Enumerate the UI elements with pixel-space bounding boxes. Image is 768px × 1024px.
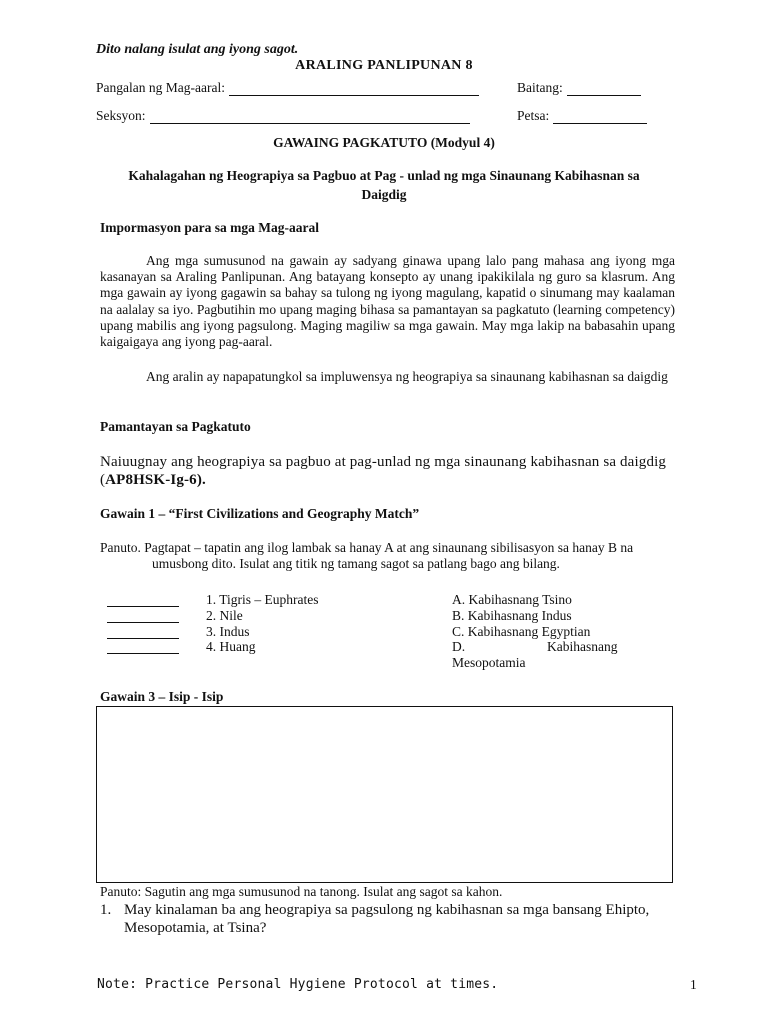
name-label: Pangalan ng Mag-aaral:	[96, 80, 225, 95]
date-field-row	[517, 108, 647, 124]
page-number: 1	[690, 977, 697, 992]
question-number: 1.	[100, 902, 112, 918]
activity1-instruction-line1: Panuto. Pagtapat – tapatin ang ilog lambak sa hanay A at ang sinaunang sibilisasyon sa hanay B na	[100, 540, 634, 555]
answer-blank-1[interactable]	[107, 595, 179, 607]
grade-field-row	[517, 80, 641, 96]
column-b-item-d-word: Kabihasnang	[547, 639, 618, 654]
info-paragraph-1	[100, 253, 675, 350]
activity-sheet-title: GAWAING PAGKATUTO (Modyul 4)	[273, 135, 495, 150]
column-b-item: B. Kabihasnang Indus	[452, 608, 572, 623]
info-paragraph-1-text: Ang mga sumusunod na gawain ay sadyang ginawa upang lalo pang mahasa ang iyong mga kasanayan sa Araling Panlipunan. Ang batayang konsepto ay unang ipakikilala ng guro sa klasrum. Ang mga gawain ay iyong gagawin sa bahay sa tulong ng iyong magulang, kapatid o sinumang may kaalaman na aalalay sa iyo. Pagbutihin mo upang maging bihasa sa pamantayan sa pagkatuto (learning competency) upang mabilis ang iyong pagsulong. Maging magiliw sa mga gawain. May mga lakip na babasahin upang kaigaigaya ang iyong pag-aaral.	[100, 253, 675, 350]
standard-close: ).	[196, 472, 206, 488]
info-heading: Impormasyon para sa mga Mag-aaral	[100, 220, 319, 235]
column-b-item: A. Kabihasnang Tsino	[452, 592, 572, 607]
answer-here-note: Dito nalang isulat ang iyong sagot.	[96, 42, 299, 57]
column-b-item-d-continued: Mesopotamia	[452, 655, 526, 670]
grade-blank[interactable]	[567, 83, 641, 96]
activity1-heading: Gawain 1 – “First Civilizations and Geography Match”	[100, 506, 420, 521]
date-label: Petsa:	[517, 108, 550, 123]
subject-title: ARALING PANLIPUNAN 8	[295, 58, 473, 73]
column-a-item: 3. Indus	[206, 624, 250, 639]
name-field-row	[96, 80, 479, 96]
standard-heading: Pamantayan sa Pagkatuto	[100, 419, 251, 434]
column-b-item-d-letter: D.	[452, 639, 466, 654]
section-field-row	[96, 108, 470, 124]
section-label: Seksyon:	[96, 108, 146, 123]
answer-blank-3[interactable]	[107, 627, 179, 639]
activity3-heading: Gawain 3 – Isip - Isip	[100, 689, 224, 704]
standard-text: Naiuugnay ang heograpiya sa pagbuo at pag-unlad ng mga sinaunang kabihasnan sa daigdig (	[100, 454, 667, 488]
learning-standard	[100, 453, 680, 489]
activity1-instruction	[100, 540, 678, 572]
activity3-instruction: Panuto: Sagutin ang mga sumusunod na tanong. Isulat ang sagot sa kahon.	[100, 884, 503, 899]
lesson-title: Kahalagahan ng Heograpiya sa Pagbuo at Pag - unlad ng mga Sinaunang Kabihasnan sa Daigdig	[128, 168, 640, 202]
info-paragraph-2	[100, 369, 675, 385]
activity1-instruction-line2: umusbong dito. Isulat ang titik ng tamang sagot sa patlang bago ang bilang.	[152, 556, 560, 571]
column-a-item: 1. Tigris – Euphrates	[206, 592, 319, 607]
question-text: May kinalaman ba ang heograpiya sa pagsulong ng kabihasnan sa mga bansang Ehipto, Mesopotamia, at Tsina?	[124, 902, 650, 936]
competency-code: AP8HSK-Ig-6	[105, 472, 197, 488]
column-a-item: 2. Nile	[206, 608, 243, 623]
answer-box[interactable]	[96, 706, 673, 883]
column-b-item: C. Kabihasnang Egyptian	[452, 624, 591, 639]
answer-blank-2[interactable]	[107, 611, 179, 623]
grade-label: Baitang:	[517, 80, 563, 95]
column-a-item: 4. Huang	[206, 639, 256, 654]
name-blank[interactable]	[229, 83, 479, 96]
date-blank[interactable]	[553, 111, 647, 124]
question-1	[100, 901, 678, 937]
info-paragraph-2-text: Ang aralin ay napapatungkol sa impluwensya ng heograpiya sa sinaunang kabihasnan sa daigdig	[146, 369, 668, 384]
answer-blank-4[interactable]	[107, 642, 179, 654]
section-blank[interactable]	[150, 111, 470, 124]
footer-note: Note: Practice Personal Hygiene Protocol at times.	[97, 977, 499, 992]
